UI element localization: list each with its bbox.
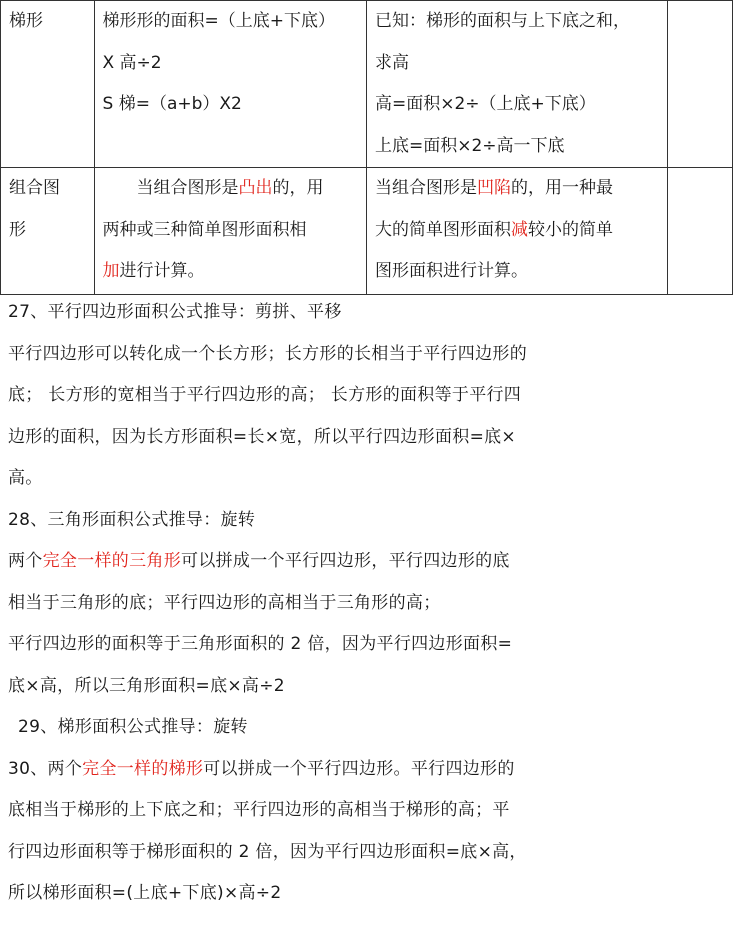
- shape-name: 梯形: [9, 11, 43, 31]
- convex-line: 两种或三种简单图形面积相: [102, 219, 307, 240]
- concave-keyword: 凹陷: [476, 178, 511, 198]
- convex-text: 当组合图形是: [136, 178, 239, 198]
- paragraph-line: 边形的面积，因为长方形面积=长×宽，所以平行四边形面积=底×: [8, 426, 516, 447]
- notes-body: [8, 292, 728, 915]
- concave-text: 大的简单图形面积: [374, 219, 511, 240]
- paragraph-text: 可以拼成一个平行四边形，平行四边形的底: [181, 551, 510, 571]
- formula-line: S 梯=（a+b）X2: [102, 94, 242, 114]
- paragraph-line: 相当于三角形的底；平行四边形的高相当于三角形的高；: [8, 592, 441, 613]
- empty-cell: [667, 168, 732, 295]
- derived-line: 求高: [374, 52, 409, 73]
- section-29-heading: 29、梯形面积公式推导：旋转: [18, 717, 248, 737]
- concave-line: [375, 168, 659, 210]
- paragraph-line: 底； 长方形的宽相当于平行四边形的高； 长方形的面积等于平行四: [8, 385, 522, 405]
- paragraph-line: 高。: [8, 468, 43, 488]
- formula-line: X 高÷2: [102, 52, 162, 73]
- convex-text: 进行计算。: [119, 261, 205, 281]
- paragraph-line: [8, 541, 728, 583]
- paragraph-line: 所以梯形面积=(上底+下底)×高÷2: [8, 883, 282, 903]
- convex-rule-cell: [94, 168, 366, 295]
- subtract-keyword: 减: [510, 219, 528, 240]
- paragraph-line: 底×高，所以三角形面积=底×高÷2: [8, 675, 285, 696]
- formula-line: 梯形形的面积=（上底+下底）: [102, 11, 335, 31]
- concave-text: 当组合图形是: [374, 178, 477, 198]
- shape-name-cell: [1, 1, 95, 168]
- concave-rule-cell: [366, 168, 667, 295]
- paragraph-line: 行四边形面积等于梯形面积的 2 倍，因为平行四边形面积=底×高，: [8, 841, 527, 862]
- paragraph-line: 平行四边形的面积等于三角形面积的 2 倍，因为平行四边形面积=: [8, 634, 513, 654]
- shape-name: 形: [9, 219, 26, 240]
- convex-line: [103, 168, 358, 210]
- shape-name: 组合图: [9, 178, 60, 198]
- paragraph-line: 底相当于梯形的上下底之和；平行四边形的高相当于梯形的高；平: [8, 800, 510, 820]
- empty-cell: [667, 1, 732, 168]
- paragraph-text: 30、两个: [8, 758, 83, 779]
- section-27-heading: 27、平行四边形面积公式推导：剪拼、平移: [8, 302, 342, 322]
- paragraph-text: 两个: [8, 551, 43, 571]
- derived-formula-cell: [366, 1, 667, 168]
- highlight-text: 完全一样的梯形: [82, 758, 204, 779]
- shape-name-cell: [1, 168, 95, 295]
- table-row-trapezoid: [1, 1, 733, 168]
- concave-line: 图形面积进行计算。: [374, 261, 528, 281]
- convex-text: 的，用: [272, 178, 324, 198]
- derived-line: 高=面积×2÷（上底+下底）: [374, 94, 596, 114]
- add-keyword: 加: [102, 261, 120, 281]
- concave-text: 较小的简单: [527, 219, 613, 240]
- concave-line: [375, 210, 659, 252]
- table-row-composite: [1, 168, 733, 295]
- paragraph-line: 平行四边形可以转化成一个长方形；长方形的长相当于平行四边形的: [8, 343, 527, 364]
- highlight-text: 完全一样的三角形: [42, 551, 182, 571]
- concave-text: 的，用一种最: [510, 178, 613, 198]
- formula-table: [0, 0, 733, 295]
- formula-cell: [94, 1, 366, 168]
- convex-keyword: 凸出: [238, 178, 273, 198]
- section-28-heading: 28、三角形面积公式推导：旋转: [8, 509, 256, 530]
- derived-line: 上底=面积×2÷高一下底: [374, 135, 565, 156]
- derived-line: 已知：梯形的面积与上下底之和，: [374, 11, 630, 31]
- paragraph-text: 可以拼成一个平行四边形。平行四边形的: [203, 758, 515, 779]
- convex-line: [103, 251, 358, 293]
- section-30-line: [8, 749, 728, 791]
